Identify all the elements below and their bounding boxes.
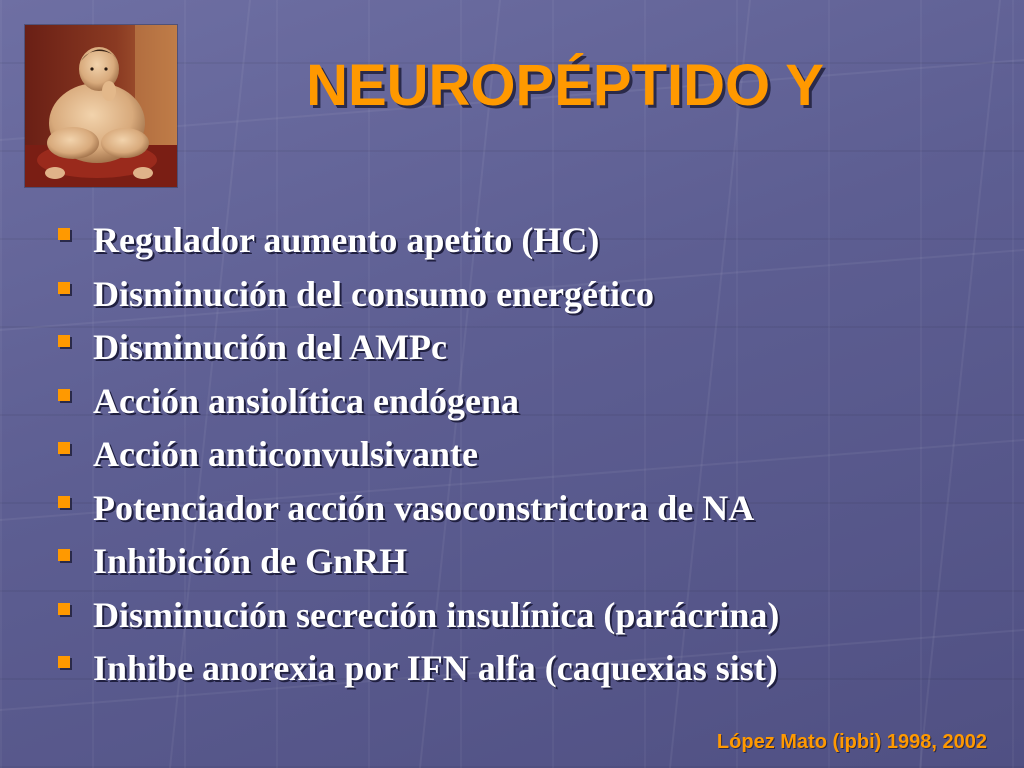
bullet-item — [55, 482, 779, 536]
bullet-text: Disminución secreción insulínica (parácrina) — [93, 594, 780, 635]
square-bullet-icon — [58, 228, 70, 240]
bullet-item — [55, 589, 779, 643]
square-bullet-icon — [58, 549, 70, 561]
botero-painting-image — [25, 25, 177, 187]
square-bullet-icon — [58, 603, 70, 615]
square-bullet-icon — [58, 442, 70, 454]
square-bullet-icon — [58, 656, 70, 668]
square-bullet-icon — [58, 389, 70, 401]
bullet-text: Disminución del consumo energético — [93, 273, 654, 314]
bullet-item — [55, 642, 779, 696]
bullet-text: Regulador aumento apetito (HC) — [93, 220, 600, 260]
bullet-list — [55, 214, 779, 696]
bullet-item — [55, 214, 779, 268]
bullet-text: Inhibe anorexia por IFN alfa (caquexias sist) — [93, 648, 778, 688]
bullet-item — [55, 321, 779, 375]
square-bullet-icon — [58, 282, 70, 294]
bullet-text: Inhibición de GnRH — [93, 541, 408, 581]
bullet-text: Acción ansiolítica endógena — [93, 380, 520, 421]
bullet-item — [55, 375, 779, 429]
bullet-text: Disminución del AMPc — [93, 327, 448, 367]
seated-figure-painting — [25, 25, 177, 187]
bullet-item — [55, 428, 779, 482]
bullet-item — [55, 268, 779, 322]
slide-title: NEUROPÉPTIDO Y — [306, 53, 824, 118]
bullet-text: Acción anticonvulsivante — [93, 434, 479, 474]
square-bullet-icon — [58, 496, 70, 508]
bullet-item — [55, 535, 779, 589]
square-bullet-icon — [58, 335, 70, 347]
bullet-text: Potenciador acción vasoconstrictora de NA — [93, 487, 755, 528]
citation-footer: López Mato (ipbi) 1998, 2002 — [716, 731, 987, 753]
